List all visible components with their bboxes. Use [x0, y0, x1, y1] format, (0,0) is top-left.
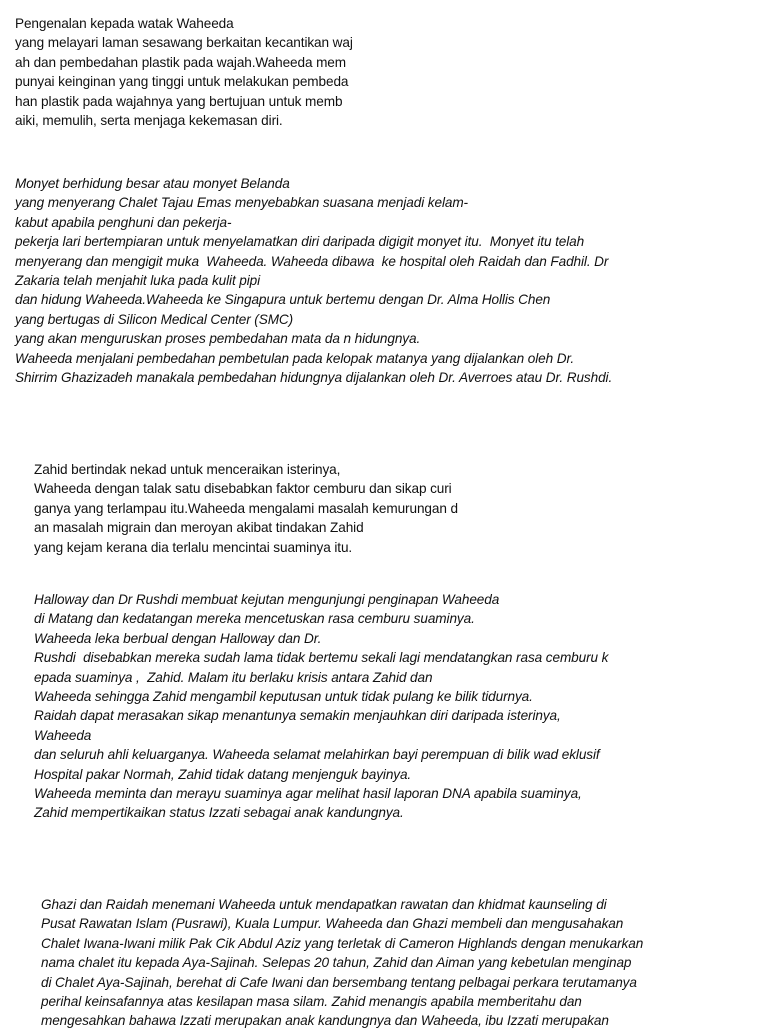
text-line: perihal keinsafannya atas kesilapan masa silam. Zahid menangis apabila memberitahu dan	[41, 993, 582, 1009]
text-line: Waheeda	[34, 727, 92, 743]
text-line: mengesahkan bahawa Izzati merupakan anak kandungnya dan Waheeda, ibu Izzati merupakan	[41, 1013, 609, 1029]
text-line: punyai keinginan yang tinggi untuk melakukan pembeda	[15, 74, 349, 90]
text-line: di Matang dan kedatangan mereka mencetuskan rasa cemburu suaminya.	[34, 611, 475, 627]
paragraph-jealousy	[34, 590, 608, 823]
text-line: ganya yang terlampau itu.Waheeda mengalami masalah kemurungan d	[34, 500, 458, 516]
paragraph-monkey-attack	[15, 174, 612, 387]
text-line: pekerja lari bertempiaran untuk menyelamatkan diri daripada digigit monyet itu. Monyet itu telah	[15, 234, 585, 250]
text-line: Ghazi dan Raidah menemani Waheeda untuk mendapatkan rawatan dan khidmat kaunseling di	[41, 897, 607, 912]
text-line: yang kejam kerana dia terlalu mencintai suaminya itu.	[34, 539, 353, 555]
text-line: Zahid mempertikaikan status Izzati sebagai anak kandungnya.	[34, 805, 404, 821]
text-line: an masalah migrain dan meroyan akibat tindakan Zahid	[34, 520, 364, 536]
text-line: Zahid bertindak nekad untuk menceraikan isterinya,	[34, 462, 341, 477]
text-line: Zakaria telah menjahit luka pada kulit pipi	[15, 272, 261, 288]
text-line: kabut apabila penghuni dan pekerja-	[15, 214, 232, 230]
paragraph-waheeda-intro	[15, 14, 353, 130]
text-line: ah dan pembedahan plastik pada wajah.Waheeda mem	[15, 54, 346, 70]
text-line: yang melayari laman sesawang berkaitan kecantikan waj	[15, 35, 353, 51]
text-line: aiki, memulih, serta menjaga kekemasan diri.	[15, 112, 283, 128]
text-line: dan hidung Waheeda.Waheeda ke Singapura untuk bertemu dengan Dr. Alma Hollis Chen	[15, 292, 551, 308]
text-line: Waheeda meminta dan merayu suaminya agar melihat hasil laporan DNA apabila suaminya,	[34, 785, 582, 801]
text-line: Pengenalan kepada watak Waheeda	[15, 16, 234, 31]
text-line: dan seluruh ahli keluarganya. Waheeda selamat melahirkan bayi perempuan di bilik wad eklusif	[34, 747, 600, 763]
text-line: Monyet berhidung besar atau monyet Belanda	[15, 176, 290, 191]
text-line: Halloway dan Dr Rushdi membuat kejutan mengunjungi penginapan Waheeda	[34, 592, 500, 607]
text-line: yang akan menguruskan proses pembedahan mata da n hidungnya.	[15, 331, 421, 347]
paragraph-divorce	[34, 460, 458, 557]
text-line: Rushdi disebabkan mereka sudah lama tidak bertemu sekali lagi mendatangkan rasa cemburu k	[34, 650, 609, 666]
text-line: yang bertugas di Silicon Medical Center (SMC)	[15, 311, 294, 327]
text-line: han plastik pada wajahnya yang bertujuan untuk memb	[15, 93, 343, 109]
text-line: Waheeda leka berbual dengan Halloway dan Dr.	[34, 630, 322, 646]
text-line: Hospital pakar Normah, Zahid tidak datang menjenguk bayinya.	[34, 766, 412, 782]
text-line: Shirrim Ghazizadeh manakala pembedahan hidungnya dijalankan oleh Dr. Averroes atau Dr. Rushdi.	[15, 369, 613, 385]
text-line: nama chalet itu kepada Aya-Sajinah. Selepas 20 tahun, Zahid dan Aiman yang kebetulan menginap	[41, 955, 632, 971]
text-line: epada suaminya , Zahid. Malam itu berlaku krisis antara Zahid dan	[34, 669, 433, 685]
paragraph-chalet-twenty-years	[41, 895, 643, 1031]
text-line: Waheeda menjalani pembedahan pembetulan pada kelopak matanya yang dijalankan oleh Dr.	[15, 350, 575, 366]
text-line: di Chalet Aya-Sajinah, berehat di Cafe Iwani dan bersembang tentang pelbagai perkara terutamanya	[41, 974, 637, 990]
text-line: Waheeda sehingga Zahid mengambil keputusan untuk tidak pulang ke bilik tidurnya.	[34, 688, 533, 704]
text-line: Raidah dapat merasakan sikap menantunya semakin menjauhkan diri daripada isterinya,	[34, 708, 561, 724]
text-line: yang menyerang Chalet Tajau Emas menyebabkan suasana menjadi kelam-	[15, 195, 468, 211]
text-line: Waheeda dengan talak satu disebabkan faktor cemburu dan sikap curi	[34, 481, 452, 497]
text-line: Chalet Iwana-Iwani milik Pak Cik Abdul Aziz yang terletak di Cameron Highlands dengan menukarkan	[41, 935, 644, 951]
text-line: menyerang dan mengigit muka Waheeda. Waheeda dibawa ke hospital oleh Raidah dan Fadhil. Dr	[15, 253, 609, 269]
text-line: Pusat Rawatan Islam (Pusrawi), Kuala Lumpur. Waheeda dan Ghazi membeli dan mengusahakan	[41, 916, 624, 932]
